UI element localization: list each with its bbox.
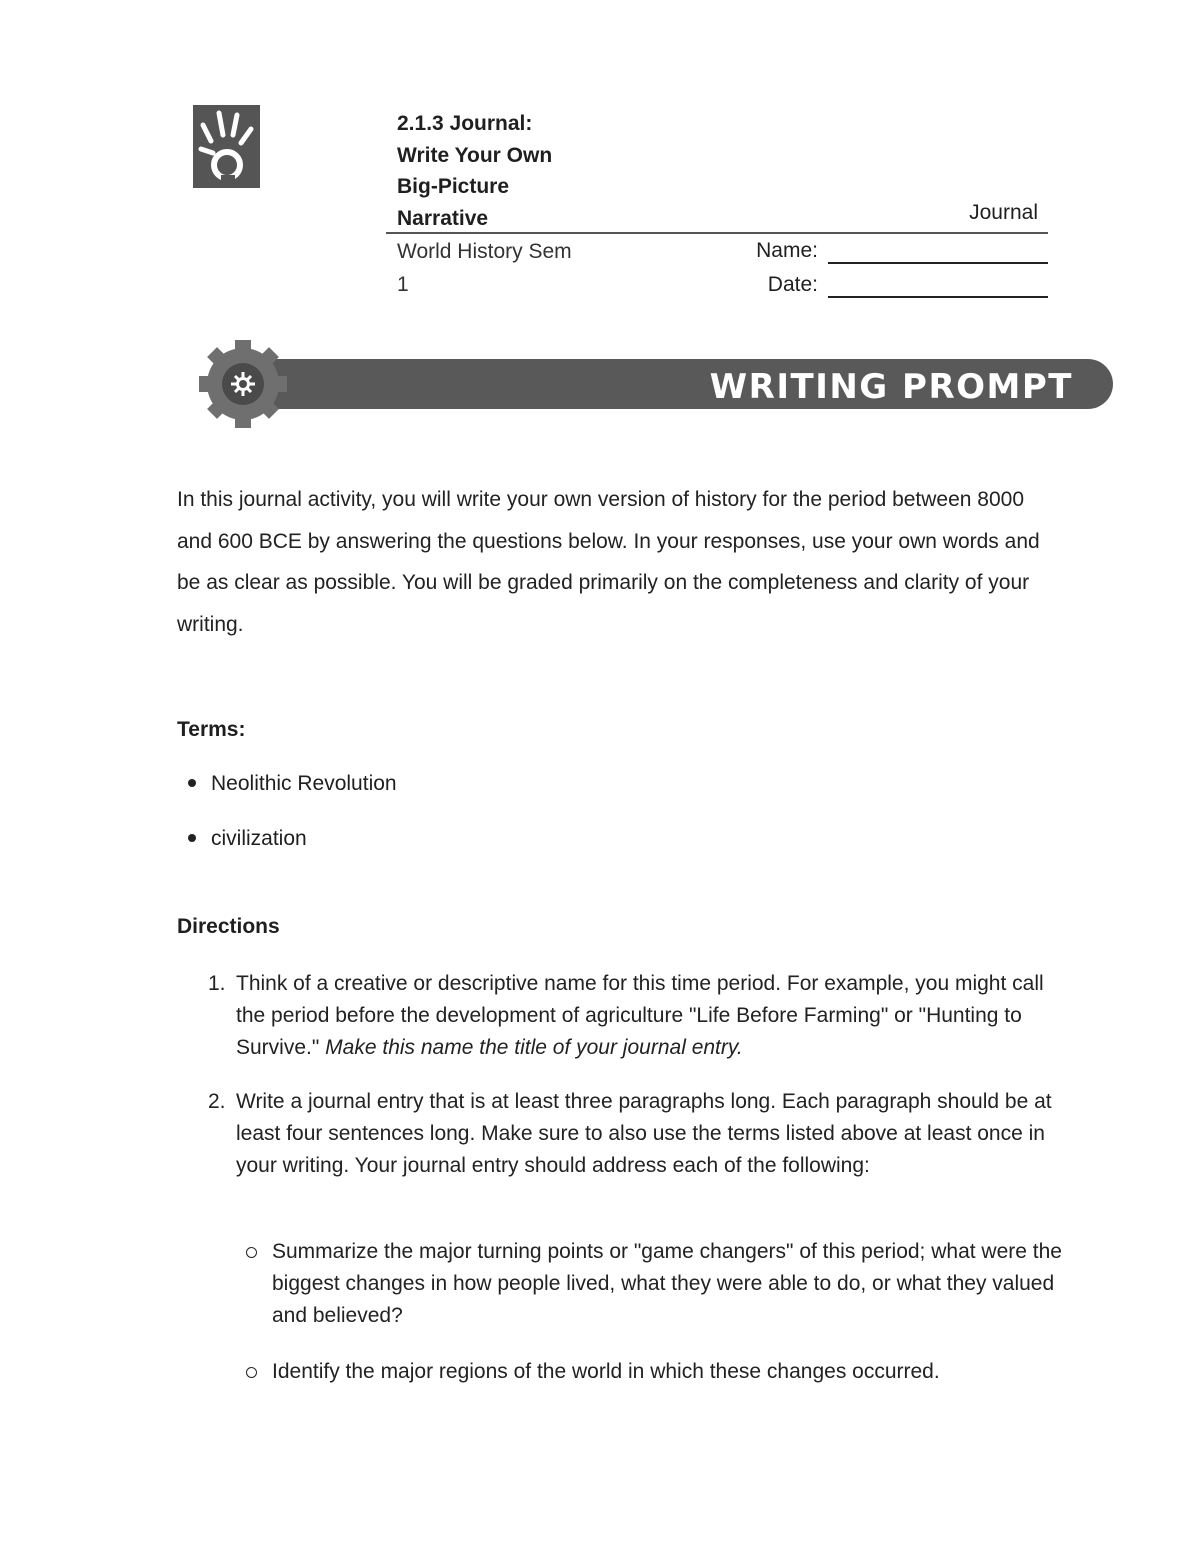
term-label: civilization (211, 827, 307, 850)
sub-item-text: Summarize the major turning points or "game changers" of this period; what were the biggest changes in how people lived, what they were able to do, or what they valued and believed? (272, 1240, 1062, 1327)
bullet-dot (188, 834, 196, 842)
direction-step (208, 968, 1058, 1064)
title-line: 2.1.3 Journal: (397, 112, 533, 135)
sub-item-text: Identify the major regions of the world in which these changes occurred. (272, 1360, 940, 1383)
document-title (397, 108, 697, 234)
step-number: 2. (208, 1090, 226, 1113)
term-item (188, 772, 397, 796)
direction-sub-item (246, 1356, 1066, 1388)
course-line: 1 (397, 273, 409, 296)
date-field[interactable] (828, 296, 1048, 298)
intro-paragraph: In this journal activity, you will write your own version of history for the period between 8000 and 600 BCE by answering the questions below. In your responses, use your own words and be as clear as possible. You will be graded primarily on the completeness and clarity of your writing. (177, 488, 1040, 636)
gear-icon (199, 340, 287, 428)
term-label: Neolithic Revolution (211, 772, 397, 795)
terms-heading: Terms: (177, 718, 246, 741)
hollow-bullet-icon (246, 1367, 257, 1378)
step-number: 1. (208, 972, 226, 995)
hollow-bullet-icon (246, 1247, 257, 1258)
name-field[interactable] (828, 262, 1048, 264)
direction-step (208, 1086, 1058, 1182)
banner-label: WRITING PROMPT (709, 367, 1073, 407)
writing-prompt-banner (198, 338, 1118, 430)
header-divider (386, 232, 1048, 234)
title-line: Big-Picture (397, 175, 510, 198)
step-text: Think of a creative or descriptive name for this time period. For example, you might call the period before the development of agriculture "Life Before Farming" or "Hunting to Survive." (236, 972, 1044, 1059)
publisher-logo (193, 105, 260, 188)
name-label: Name: (756, 239, 818, 262)
term-item (188, 827, 307, 851)
course-name (397, 235, 617, 301)
directions-heading: Directions (177, 915, 280, 938)
title-line: Write Your Own (397, 143, 553, 167)
date-label: Date: (767, 273, 818, 296)
document-type: Journal (969, 201, 1038, 224)
title-line: Narrative (397, 206, 489, 230)
step-text: Write a journal entry that is at least three paragraphs long. Each paragraph should be at least four sentences long. Make sure to also use the terms listed above at least once in your writing. Your journal entry should address each of the following: (236, 1090, 1052, 1177)
direction-sub-item (246, 1236, 1066, 1332)
step-emphasis: Make this name the title of your journal entry. (325, 1036, 743, 1059)
bullet-dot (188, 779, 196, 787)
course-line: World History Sem (397, 240, 572, 263)
